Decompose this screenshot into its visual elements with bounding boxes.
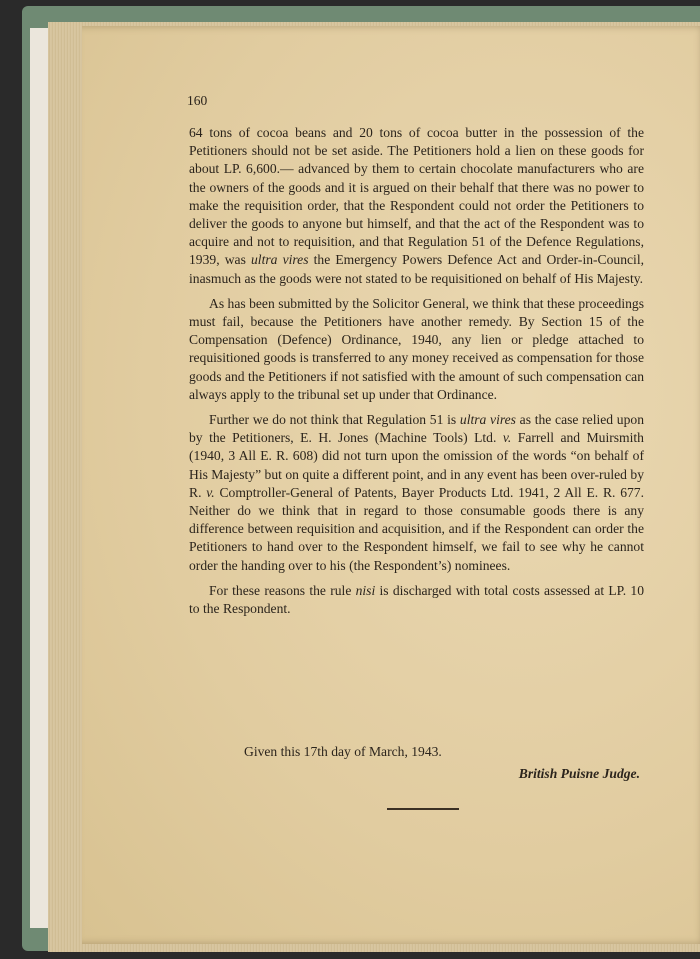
italic-term: nisi — [355, 582, 376, 598]
italic-term: v. — [502, 430, 512, 446]
page-content — [82, 26, 700, 944]
page-number: 160 — [187, 93, 208, 108]
paragraph-1 — [189, 124, 644, 288]
paragraph-text: Farrell and Muirsmith (1940, 3 All E. R. 608) did not turn upon the omission of the words “on behalf of His Majesty” but on quite a different point, and in any event has been over-ruled by R. — [189, 430, 644, 500]
paragraph-text: as the case relied upon by the Petitioners, E. H. Jones (Machine Tools) Ltd. — [189, 412, 644, 446]
body-text — [189, 124, 644, 625]
endpaper — [30, 28, 50, 928]
signature: British Puisne Judge. — [518, 766, 640, 781]
paragraph-4 — [189, 582, 644, 618]
paragraph-text: the Emergency Powers Defence Act and Order-in-Council, inasmuch as the goods were not stated to be requisitioned on behalf of His Majesty. — [189, 252, 644, 286]
italic-term: v. — [206, 484, 215, 500]
paragraph-text: Further we do not think that Regulation 51 is — [209, 412, 460, 428]
paragraph-text: is discharged with total costs assessed at LP. 10 to the Respondent. — [189, 582, 644, 617]
paragraph-text: As has been submitted by the Solicitor General, we think that these proceedings must fail, because the Petitioners have another remedy. By Section 15 of the Compensation (Defence) Ordinance, 1940, any lien or pledge attached to requisitioned goods is transferred to any money received as compensation for those goods and the Petitioners if not satisfied with the amount of such compensation can always apply to the tribunal set up under that Ordinance. — [189, 295, 644, 402]
paragraph-text: Comptroller-General of Patents, Bayer Products Ltd. 1941, 2 All E. R. 677. Neither do we think that in regard to those consumable goods there is any difference between requisition and acquisition, and if the Respondent can order the Petitioners to hand over to the Respondent himself, we fail to see why he cannot order the handing over to his (the Respondent’s) nominees. — [189, 484, 644, 573]
paragraph-text: For these reasons the rule — [209, 582, 356, 598]
page — [82, 26, 700, 944]
closing-rule — [387, 808, 459, 810]
italic-term: ultra vires — [459, 412, 516, 428]
paragraph-text: 64 tons of cocoa beans and 20 tons of cocoa butter in the possession of the Petitioners should not be set aside. The Petitioners hold a lien on these goods for about LP. 6,600.— advanced by them to certain chocolate manufacturers who are the owners of the goods and it is argued on their behalf that there was no power to make the requisition order, that the Respondent could not order the Petitioners to deliver the goods to anyone but himself, and that the act of the Respondent was to acquire and not to requisition, and that Regulation 51 of the Defence Regulations, 1939, was — [189, 125, 644, 268]
given-line: Given this 17th day of March, 1943. — [244, 744, 442, 759]
paragraph-2 — [189, 295, 644, 404]
italic-term: ultra vires — [251, 252, 309, 268]
paragraph-3 — [189, 411, 644, 575]
